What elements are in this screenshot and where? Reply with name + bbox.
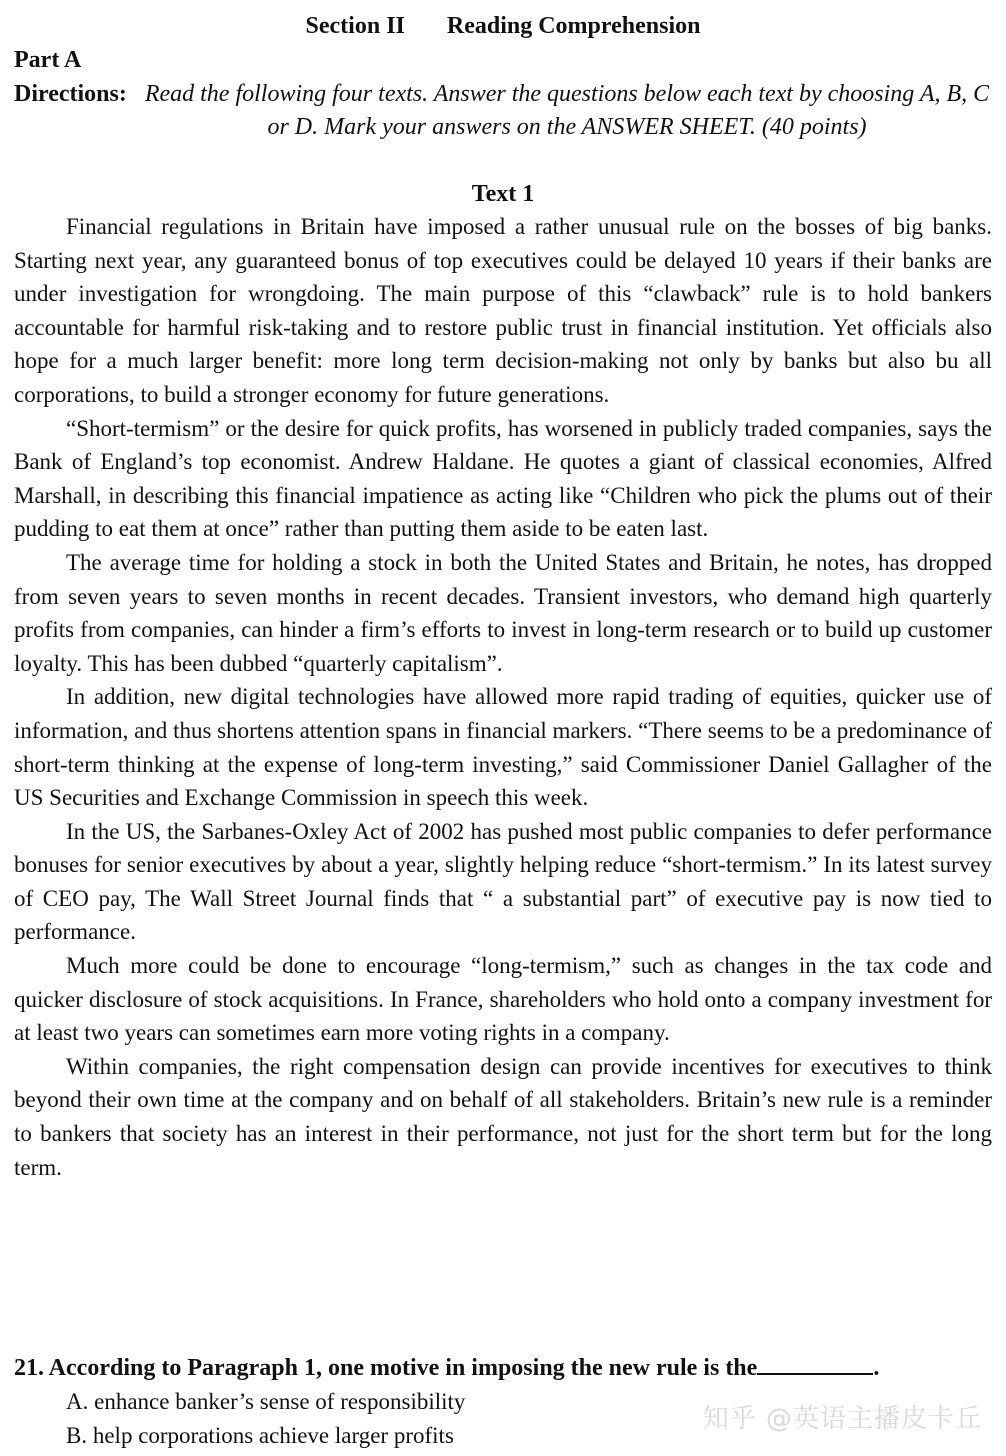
directions-text: Read the following four texts. Answer the questions below each text by choosing A, B, C or D. Mark your answers on the ANSWER SHEET. (40 points) xyxy=(144,81,990,140)
paragraph-3: The average time for holding a stock in both the United States and Britain, he notes, has dropped from seven years to seven months in recent decades. Transient investors, who demand high quarterly profits from companies, can hinder a firm’s efforts to invest in long-term research or to build up customer loyalty. This has been dubbed “quarterly capitalism”. xyxy=(14,549,992,676)
paragraph-2: “Short-termism” or the desire for quick profits, has worsened in publicly traded companies, says the Bank of England’s top economist. Andrew Haldane. He quotes a giant of classical economies, Alfred Marshall, in describing this financial impatience as acting like “Children who pick the plums out of their pudding to eat them at once” rather than putting them aside to be eaten last. xyxy=(14,415,992,542)
section-heading: Reading Comprehension xyxy=(446,13,701,39)
paragraph-7: Within companies, the right compensation design can provide incentives for executives to think beyond their own time at the company and on behalf of all stakeholders. Britain’s new rule is a reminder to bankers that society has an interest in their performance, not just for the short term but for the long term. xyxy=(14,1053,992,1180)
question-end: . xyxy=(873,1355,880,1381)
paragraph-6: Much more could be done to encourage “long-termism,” such as changes in the tax code and quicker disclosure of stock acquisitions. In France, shareholders who hold onto a company investment for at least two years can sometimes earn more voting rights in a company. xyxy=(14,953,992,1046)
paragraph-1: Financial regulations in Britain have imposed a rather unusual rule on the bosses of big banks. Starting next year, any guaranteed bonus of top executives could be delayed 10 years if their banks are under investigation for wrongdoing. The main purpose of this “clawback” rule is to hold bankers accountable for harmful risk-taking and to restore public trust in financial institution. Yet officials also hope for a much larger benefit: more long term decision-making not only by banks but also bu all corporations, to build a stronger economy for future generations. xyxy=(14,214,992,407)
section-title xyxy=(14,10,992,42)
question-21 xyxy=(14,1352,879,1384)
paragraph-4: In addition, new digital technologies have allowed more rapid trading of equities, quicker use of information, and thus shortens attention spans in financial markers. “There seems to be a predominance of short-term thinking at the expense of long-term investing,” said Commissioner Daniel Gallagher of the US Securities and Exchange Commission in speech this week. xyxy=(14,684,992,811)
part-label: Part A xyxy=(14,47,82,73)
text-title: Text 1 xyxy=(471,181,535,207)
answer-blank xyxy=(757,1353,873,1375)
article-body xyxy=(14,210,992,1184)
directions-label: Directions: xyxy=(14,81,127,107)
option-b: B. help corporations achieve larger profits xyxy=(66,1423,454,1448)
option-a: A. enhance banker’s sense of responsibility xyxy=(66,1389,466,1414)
section-number: Section II xyxy=(305,13,405,39)
watermark: 知乎 @英语主播皮卡丘 xyxy=(702,1404,982,1434)
question-stem: 21. According to Paragraph 1, one motive in imposing the new rule is the xyxy=(14,1355,758,1381)
paragraph-5: In the US, the Sarbanes-Oxley Act of 2002 has pushed most public companies to defer performance bonuses for senior executives by about a year, slightly helping reduce “short-termism.” In its latest survey of CEO pay, The Wall Street Journal finds that “ a substantial part” of executive pay is now tied to performance. xyxy=(14,818,992,945)
